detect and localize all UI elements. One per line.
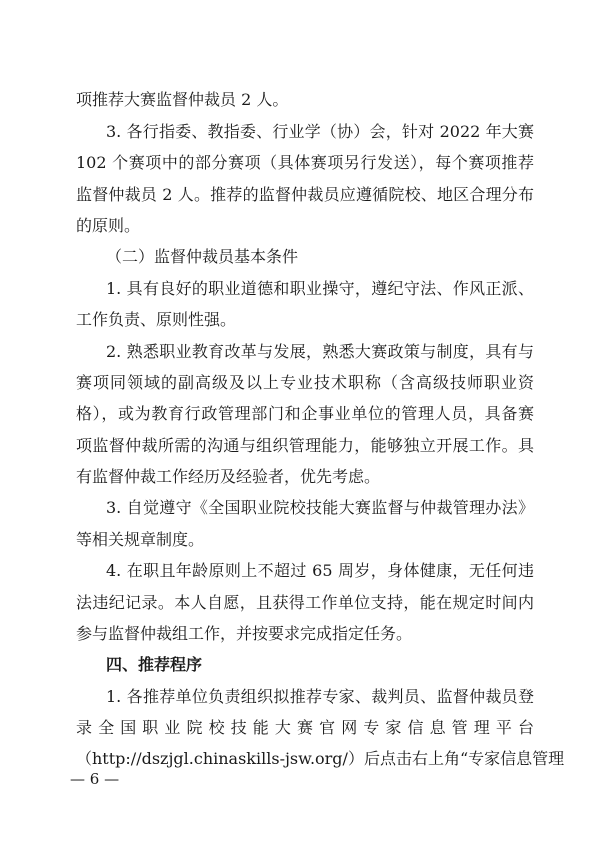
section-heading: 四、推荐程序 [106,655,203,674]
paragraph-line: 法违纪记录。本人自愿，且获得工作单位支持，能在规定时间内 [76,593,534,612]
paragraph-line: 2. 熟悉职业教育改革与发展，熟悉大赛政策与制度，具有与 [106,342,534,361]
paragraph-line: 3. 各行指委、教指委、行业学（协）会，针对 2022 年大赛 [106,122,534,141]
paragraph-line: 有监督仲裁工作经历及经验者，优先考虑。 [76,467,381,486]
paragraph-line: 102 个赛项中的部分赛项（具体赛项另行发送），每个赛项推荐 [76,153,534,172]
paragraph-line: 录全国职业院校技能大赛官网专家信息管理平台 [76,718,534,737]
paragraph-line: 项推荐大赛监督仲裁员 2 人。 [76,90,289,109]
section-subheading: （二）监督仲裁员基本条件 [106,247,299,266]
paragraph-line: （http://dszjgl.chinaskills-jsw.org/）后点击右上角“专家信息管理 [76,749,565,768]
paragraph-line: 1. 具有良好的职业道德和职业操守，遵纪守法、作风正派、 [106,279,534,298]
paragraph-line: 监督仲裁员 2 人。推荐的监督仲裁员应遵循院校、地区合理分布 [76,185,534,204]
paragraph-line: 的原则。 [76,216,141,235]
paragraph-line: 赛项同领域的副高级及以上专业技术职称（含高级技师职业资 [76,373,534,392]
paragraph-line: 参与监督仲裁组工作，并按要求完成指定任务。 [76,624,413,643]
paragraph-line: 等相关规章制度。 [76,530,205,549]
paragraph-line: 1. 各推荐单位负责组织拟推荐专家、裁判员、监督仲裁员登 [106,687,534,706]
paragraph-line: 4. 在职且年龄原则上不超过 65 周岁，身体健康，无任何违 [106,561,534,580]
paragraph-line: 3. 自觉遵守《全国职业院校技能大赛监督与仲裁管理办法》 [106,498,534,517]
paragraph-line: 项监督仲裁所需的沟通与组织管理能力，能够独立开展工作。具 [76,436,534,455]
paragraph-line: 工作负责、原则性强。 [76,310,237,329]
page-number: — 6 — [70,770,120,788]
paragraph-line: 格），或为教育行政管理部门和企事业单位的管理人员，具备赛 [76,404,534,423]
